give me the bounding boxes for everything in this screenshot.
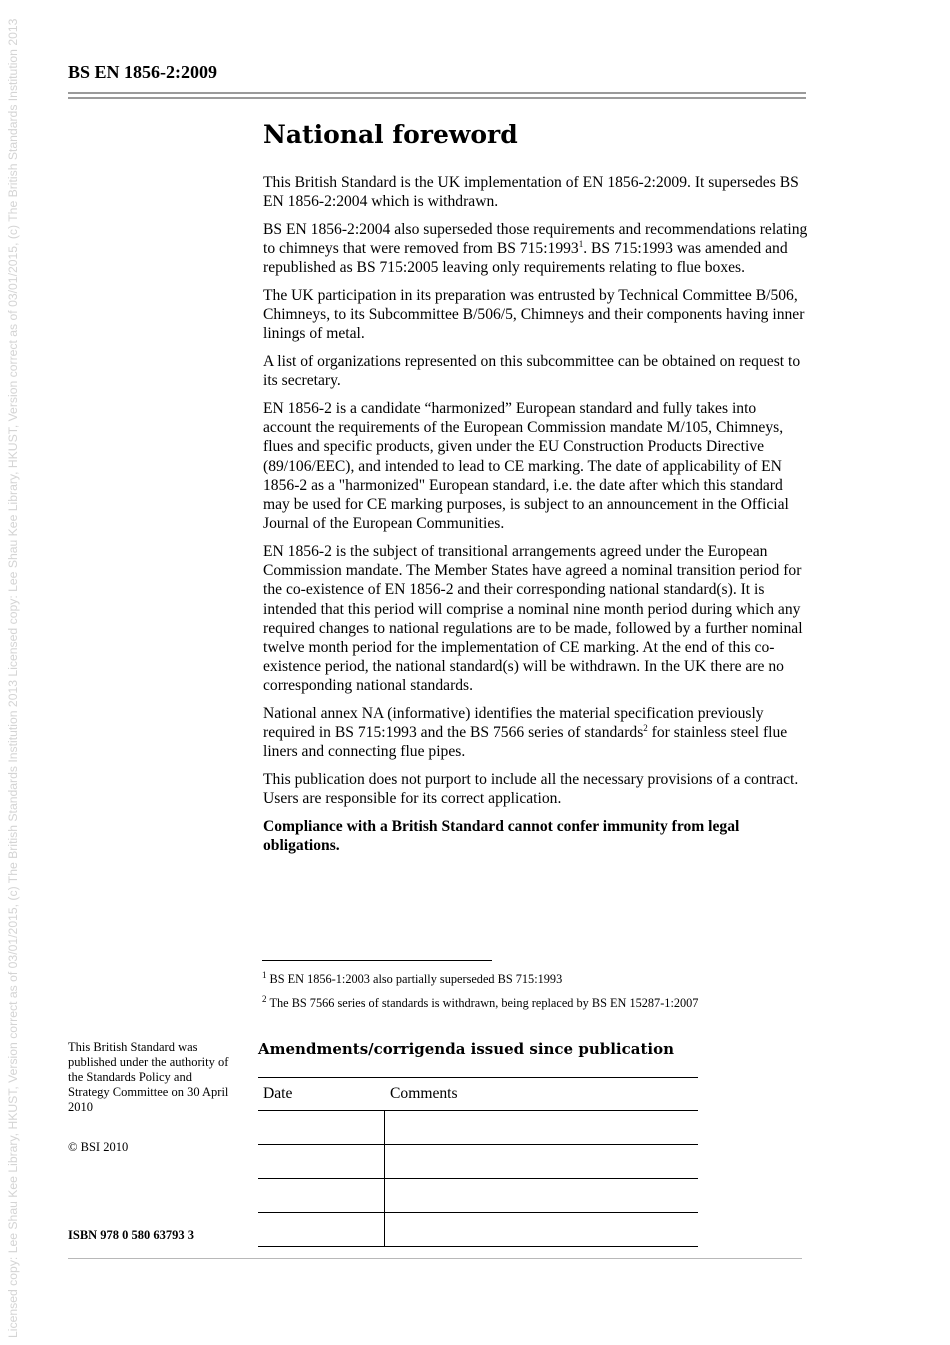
paragraph-organizations: A list of organizations represented on this subcommittee can be obtained on request to its secretary. bbox=[263, 353, 801, 390]
footnote-text: The BS 7566 series of standards is withdrawn, being replaced by BS EN 15287-1:2007 bbox=[269, 995, 699, 1010]
footnote bbox=[262, 990, 822, 1014]
footnote-mark: 2 bbox=[262, 993, 267, 1004]
table-cell-comments bbox=[385, 1145, 698, 1178]
paragraph-compliance: Compliance with a British Standard cannot confer immunity from legal obligations. bbox=[263, 818, 740, 855]
footnote-ref-1: 1 bbox=[578, 238, 584, 249]
table-row bbox=[258, 1179, 698, 1213]
table-row bbox=[258, 1145, 698, 1179]
paragraph-national-annex bbox=[263, 704, 808, 762]
paragraph-transitional: EN 1856-2 is the subject of transitional arrangements agreed under the European Commission mandate. The Member States have agreed a nominal transition period for the co-existence of EN 1856-2 and their corresponding national standard(s). It is intended that this period will comprise a nominal nine month period during which any required changes to national regulations are to be made, followed by a further nominal twelve month period for the implementation of CE marking. At the end of this co-existence period, the national standard(s) will be withdrawn. In the UK there are no corresponding national standards. bbox=[263, 542, 803, 695]
column-header-comments: Comments bbox=[390, 1085, 458, 1102]
watermark bbox=[6, 0, 20, 1345]
table-cell-date bbox=[258, 1179, 385, 1212]
amendments-title: Amendments/corrigenda issued since publication bbox=[258, 1040, 674, 1058]
footnotes bbox=[262, 966, 822, 1013]
footnote-ref-2: 2 bbox=[643, 723, 648, 734]
table-row bbox=[258, 1213, 698, 1247]
document-id: BS EN 1856-2:2009 bbox=[68, 62, 218, 82]
paragraph-superseded bbox=[263, 220, 808, 278]
paragraph-superseded-text-a: BS EN 1856-2:2004 also superseded those requirements and recommendations relating to chimneys that were removed from BS 715:1993 bbox=[263, 220, 808, 258]
paragraph-provisions: This publication does not purport to include all the necessary provisions of a contract. Users are responsible for its correct application. bbox=[263, 771, 799, 808]
paragraph-harmonized: EN 1856-2 is a candidate “harmonized” European standard and fully takes into account the requirements of the European Commission mandate M/105, Chimneys, flues and specific products, given under the EU Construction Products Directive (89/106/EEC), and intended to lead to CE marking. The date of applicability of EN 1856-2 as a "harmonized" European standard, i.e. the date after which this standard may be used for CE marking purposes, is subject to an announcement in the Official Journal of the European Communities. bbox=[263, 400, 789, 533]
table-cell-date bbox=[258, 1145, 385, 1178]
paragraph-participation: The UK participation in its preparation was entrusted by Technical Committee B/506, Chimneys, to its Subcommittee B/506/5, Chimneys and their components having inner linings of metal. bbox=[263, 287, 805, 343]
paragraph-superseded-text-b: . BS 715:1993 was amended and republished as BS 715:2005 leaving only requirements relating to flue boxes. bbox=[263, 240, 788, 277]
table-row bbox=[258, 1111, 698, 1145]
table-header-row bbox=[258, 1077, 698, 1111]
table-cell-comments bbox=[385, 1213, 698, 1246]
footnote bbox=[262, 966, 822, 990]
bottom-rule bbox=[68, 1258, 802, 1259]
table-cell-date bbox=[258, 1111, 385, 1144]
footnote-mark: 1 bbox=[262, 970, 267, 980]
paragraph-national-annex-text-b: for stainless steel flue liners and connecting flue pipes. bbox=[263, 724, 788, 761]
isbn: ISBN 978 0 580 63793 3 bbox=[68, 1228, 195, 1242]
page-title: National foreword bbox=[263, 120, 518, 149]
footnote-rule bbox=[262, 960, 492, 961]
table-cell-date bbox=[258, 1213, 385, 1246]
publication-note: This British Standard was published under the authority of the Standards Policy and Strategy Committee on 30 April 2010 bbox=[68, 1040, 229, 1115]
paragraph-national-annex-text-a: National annex NA (informative) identifies the material specification previously required in BS 715:1993 and the BS 7566 series of standards bbox=[263, 705, 764, 742]
copyright-notice: © BSI 2010 bbox=[68, 1140, 129, 1154]
column-header-date: Date bbox=[263, 1085, 293, 1102]
watermark-text: Licensed copy: Lee Shau Kee Library, HKUST, Version correct as of 03/01/2015, (c) The British Standards Institution 2013 Licensed copy: Lee Shau Kee Library, HKUST, Version correct as of 03/01/2015, (c) The British Standards Institution 2013 bbox=[6, 18, 20, 1338]
paragraph-implementation: This British Standard is the UK implementation of EN 1856-2:2009. It supersedes BS EN 1856-2:2004 which is withdrawn. bbox=[263, 174, 799, 211]
foreword-section bbox=[263, 120, 808, 864]
table-cell-comments bbox=[385, 1179, 698, 1212]
header-rule-bottom bbox=[68, 97, 806, 99]
footnote-text: BS EN 1856-1:2003 also partially superseded BS 715:1993 bbox=[269, 972, 563, 987]
table-cell-comments bbox=[385, 1111, 698, 1144]
header-rule-top bbox=[68, 92, 806, 94]
amendments-table bbox=[258, 1077, 698, 1247]
